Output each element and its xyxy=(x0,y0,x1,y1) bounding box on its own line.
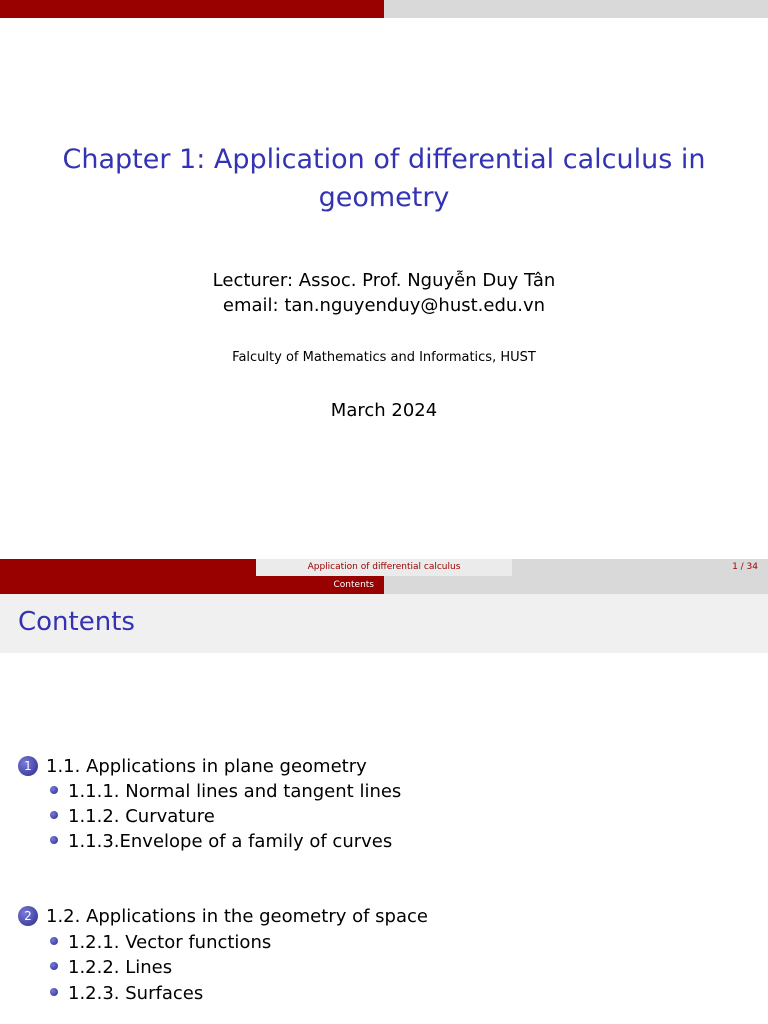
slide-title: Chapter 1: Application of differential calculus in geometry xyxy=(62,144,706,213)
contents-slide xyxy=(0,576,768,1024)
footline xyxy=(0,559,768,576)
lecturer-line: Lecturer: Assoc. Prof. Nguyễn Duy Tân xyxy=(212,270,556,291)
frame-title: Contents xyxy=(18,607,135,637)
toc-subsection[interactable]: 1.2.2. Lines xyxy=(50,957,172,978)
institute: Falculty of Mathematics and Informatics, HUST xyxy=(232,350,536,365)
toc-section-2[interactable] xyxy=(18,906,428,927)
toc-subsection[interactable]: 1.1.2. Curvature xyxy=(50,806,215,827)
frame-title-bar xyxy=(0,594,768,653)
toc-subsection[interactable]: 1.2.3. Surfaces xyxy=(50,983,203,1004)
section-number-badge: 1 xyxy=(18,756,38,776)
section-number-badge: 2 xyxy=(18,906,38,926)
toc-subsection[interactable]: 1.2.1. Vector functions xyxy=(50,932,271,953)
page-number: 1 / 34 xyxy=(732,562,758,572)
progress-fill xyxy=(0,0,384,18)
header-section-name[interactable]: Contents xyxy=(333,580,374,590)
toc-section-label: 1.2. Applications in the geometry of space xyxy=(46,906,428,927)
author-block xyxy=(0,268,768,318)
footline-short-title: Application of differential calculus xyxy=(256,559,512,576)
toc-section-label: 1.1. Applications in plane geometry xyxy=(46,756,367,777)
bullet-icon xyxy=(50,786,58,794)
bullet-icon xyxy=(50,836,58,844)
date: March 2024 xyxy=(330,400,438,421)
footline-author-box xyxy=(0,559,256,576)
bullet-icon xyxy=(50,988,58,996)
footline-page-box xyxy=(512,559,768,576)
email-line: email: tan.nguyenduy@hust.edu.vn xyxy=(222,295,546,316)
top-progress-bar xyxy=(0,0,768,18)
toc-section-1[interactable] xyxy=(18,756,367,777)
bullet-icon xyxy=(50,811,58,819)
toc-subsection[interactable]: 1.1.1. Normal lines and tangent lines xyxy=(50,781,401,802)
header-nav-bar xyxy=(0,576,768,594)
bullet-icon xyxy=(50,962,58,970)
toc-subsection[interactable]: 1.1.3.Envelope of a family of curves xyxy=(50,831,392,852)
bullet-icon xyxy=(50,937,58,945)
